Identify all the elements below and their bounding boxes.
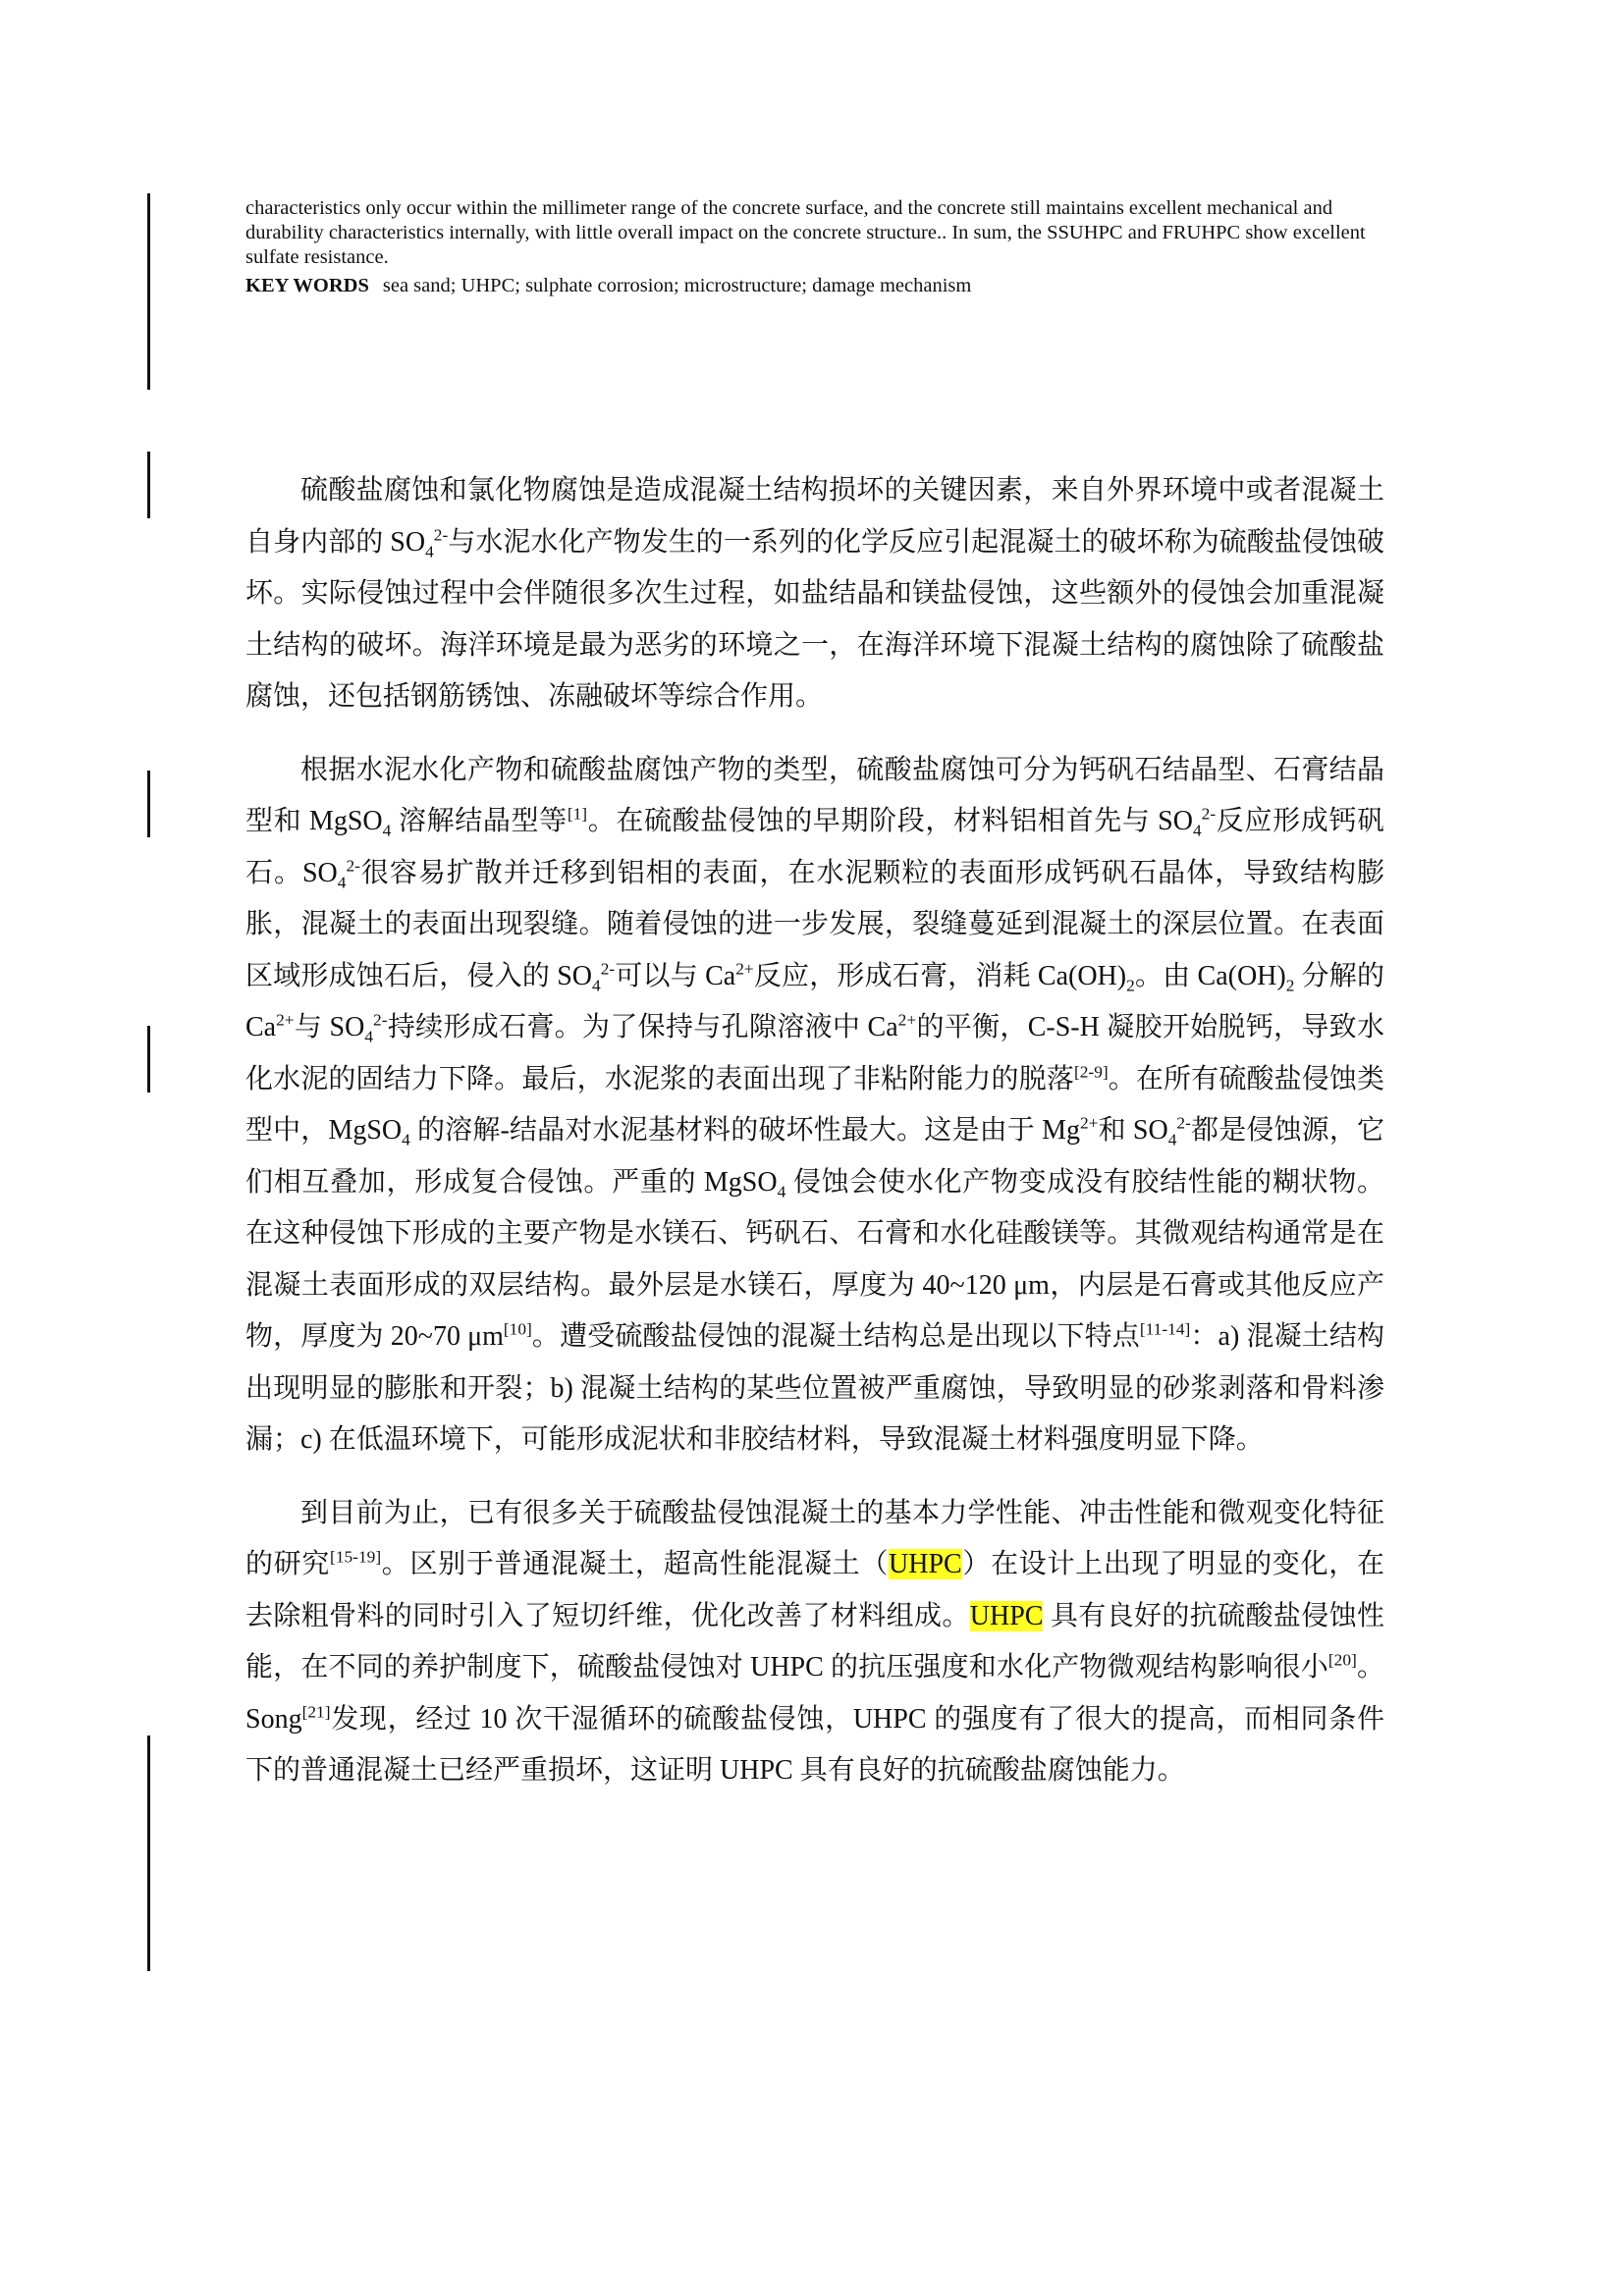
subscript: 4: [777, 1182, 786, 1201]
paragraph-2: [245, 745, 1384, 1467]
superscript: 2+: [276, 1010, 295, 1030]
text: 硫酸盐腐蚀和氯化物腐蚀是造成混凝土结构损坏的关键因素，来自外界环境中或者混凝土自身内部的 SO: [245, 475, 1384, 558]
change-bar: [147, 193, 150, 390]
change-bar: [147, 1735, 150, 1971]
subscript: 4: [425, 542, 434, 561]
subscript: 2: [1126, 976, 1135, 995]
text: 与水泥水化产物发生的一系列的化学反应引起混凝土的破坏称为硫酸盐侵蚀破坏。实际侵蚀过程中会伴随很多次生过程，如盐结晶和镁盐侵蚀，这些额外的侵蚀会加重混凝土结构的破坏。海洋环境是最为恶劣的环境之一，在海洋环境下混凝土结构的腐蚀除了硫酸盐腐蚀，还包括钢筋锈蚀、冻融破坏等综合作用。: [245, 526, 1384, 712]
text: 。遭受硫酸盐侵蚀的混凝土结构总是出现以下特点: [531, 1321, 1140, 1352]
text: 。区别于普通混凝土，超高性能混凝土（: [381, 1549, 890, 1579]
text: 的平衡，C-S-H 凝胶开始脱钙，导致水化水泥的固结力下降。最后，水泥浆的表面出现了非粘附能力的脱落: [245, 1012, 1385, 1095]
text: 都是侵蚀源，它们相互叠加，形成复合侵蚀。严重的 MgSO: [245, 1115, 1384, 1198]
subscript: 2: [1285, 976, 1295, 995]
citation[interactable]: [20]: [1327, 1650, 1357, 1670]
subscript: 4: [364, 1027, 374, 1046]
text: 持续形成石膏。为了保持与孔隙溶液中 Ca: [387, 1012, 898, 1042]
paragraph-1: [245, 465, 1384, 723]
subscript: 4: [402, 1130, 410, 1149]
change-bar: [147, 452, 150, 518]
citation[interactable]: [2-9]: [1073, 1062, 1109, 1082]
abstract-text: characteristics only occur within the millimeter range of the concrete surface, and the concrete still maintains excellent mechanical and durability characteristics internally, with little overall impact on the concrete structure.. In sum, the SSUHPC and FRUHPC show excellent sulfate resistance.: [245, 197, 1366, 268]
text: 根据水泥水化产物和硫酸盐腐蚀产物的类型，硫酸盐腐蚀可分为钙矾石结晶型、石膏结晶型和 MgSO: [245, 754, 1384, 836]
superscript: 2-: [1201, 804, 1217, 824]
text: 很容易扩散并迁移到铝相的表面，在水泥颗粒的表面形成钙矾石晶体，导致结构膨胀，混凝土的表面出现裂缝。随着侵蚀的进一步发展，裂缝蔓延到混凝土的深层位置。在表面区域形成蚀石后，侵入的 SO: [245, 857, 1384, 991]
text: 。在硫酸盐侵蚀的早期阶段，材料铝相首先与 SO: [587, 806, 1193, 836]
text: 侵蚀会使水化产物变成没有胶结性能的糊状物。在这种侵蚀下形成的主要产物是水镁石、钙矾石、石膏和水化硅酸镁等。其微观结构通常是在混凝土表面形成的双层结构。最外层是水镁石，厚度为 40~120 μm，内层是石膏或其他反应产物，厚度为 20~70 μm: [245, 1166, 1384, 1352]
highlighted-term: UHPC: [969, 1600, 1044, 1631]
text: 可以与 Ca: [615, 960, 736, 991]
subscript: 4: [382, 821, 392, 840]
keywords-list: sea sand; UHPC; sulphate corrosion; microstructure; damage mechanism: [382, 275, 972, 296]
highlighted-term: UHPC: [889, 1549, 962, 1579]
text: 的溶解-结晶对水泥基材料的破坏性最大。这是由于 Mg: [409, 1115, 1080, 1146]
keywords-line: [245, 274, 1384, 298]
subscript: 4: [337, 873, 347, 892]
text: 反应，形成石膏，消耗 Ca(OH): [753, 960, 1127, 991]
citation[interactable]: [1]: [567, 804, 588, 824]
citation[interactable]: [10]: [503, 1319, 532, 1339]
text: 到目前为止，已有很多关于硫酸盐侵蚀混凝土的基本力学性能、冲击性能和微观变化特征的研究: [245, 1497, 1384, 1579]
paragraph-3: [245, 1488, 1384, 1797]
subscript: 4: [592, 976, 601, 995]
text: 反应形成钙矾石。SO: [245, 806, 1384, 888]
text: 。Song: [245, 1652, 1384, 1735]
text: 溶解结晶型等: [391, 806, 568, 836]
citation[interactable]: [21]: [301, 1702, 331, 1722]
superscript: 2-: [1176, 1113, 1191, 1133]
superscript: 2+: [735, 959, 754, 979]
text: 与 SO: [294, 1012, 365, 1042]
subscript: 4: [1192, 821, 1202, 840]
text: 发现，经过 10 次干湿循环的硫酸盐侵蚀，UHPC 的强度有了很大的提高，而相同条件下的普通混凝土已经严重损坏，这证明 UHPC 具有良好的抗硫酸盐腐蚀能力。: [245, 1703, 1384, 1786]
superscript: 2-: [346, 856, 360, 876]
change-bar: [147, 771, 150, 837]
citation[interactable]: [11-14]: [1139, 1319, 1191, 1339]
abstract-section: [245, 196, 1384, 298]
body-text: [245, 465, 1384, 1819]
text: 和 SO: [1098, 1115, 1168, 1146]
superscript: 2-: [373, 1010, 388, 1030]
superscript: 2+: [1079, 1113, 1099, 1133]
superscript: 2+: [897, 1010, 917, 1030]
keywords-label: KEY WORDS: [245, 275, 369, 296]
text: 分解的 Ca: [245, 960, 1384, 1042]
text: 具有良好的抗硫酸盐侵蚀性能，在不同的养护制度下，硫酸盐侵蚀对 UHPC 的抗压强度和水化产物微观结构影响很小: [245, 1600, 1384, 1682]
text: ）在设计上出现了明显的变化，在去除粗骨料的同时引入了短切纤维，优化改善了材料组成。: [245, 1549, 1384, 1631]
text: ：a) 混凝土结构出现明显的膨胀和开裂；b) 混凝土结构的某些位置被严重腐蚀，导致明显的砂浆剥落和骨料渗漏；c) 在低温环境下，可能形成泥状和非胶结材料，导致混凝土材料强度明显下降。: [245, 1321, 1384, 1455]
subscript: 4: [1167, 1130, 1177, 1149]
text: 。由 Ca(OH): [1134, 960, 1286, 991]
citation[interactable]: [15-19]: [330, 1547, 382, 1567]
change-bar: [147, 1026, 150, 1093]
superscript: 2-: [600, 959, 616, 979]
text: 。在所有硫酸盐侵蚀类型中，MgSO: [245, 1063, 1384, 1146]
superscript: 2-: [433, 525, 449, 545]
